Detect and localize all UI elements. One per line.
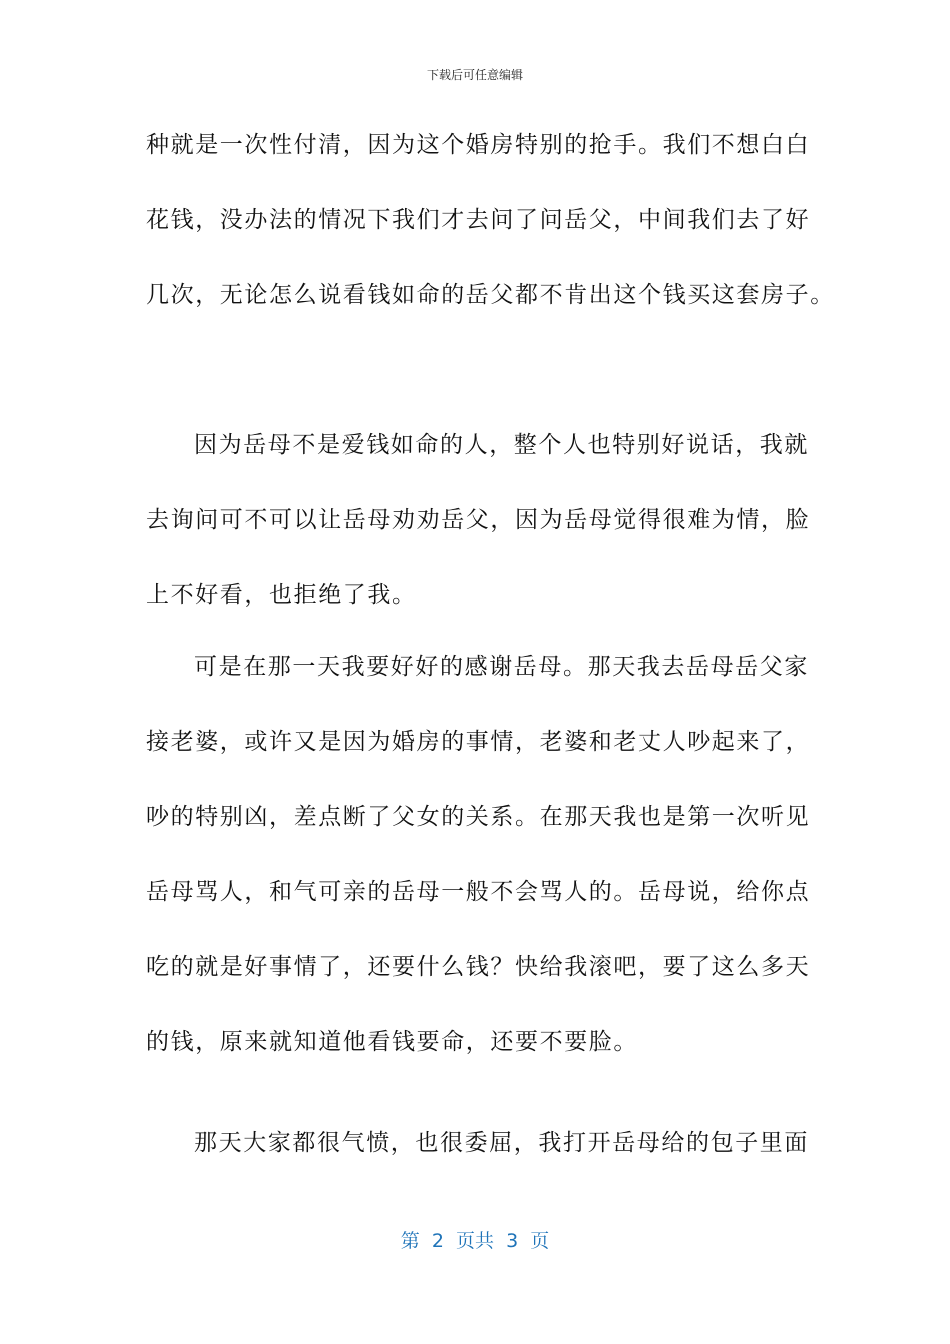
paragraph-first-line: 可是在那一天我要好好的感谢岳母。那天我去岳母岳父家 <box>194 654 809 680</box>
body-text-line: 接老婆，或许又是因为婚房的事情，老婆和老丈人吵起来了， <box>146 729 811 755</box>
body-text-line: 种就是一次性付清，因为这个婚房特别的抢手。我们不想白白 <box>146 132 811 158</box>
body-text-line: 吵的特别凶，差点断了父女的关系。在那天我也是第一次听见 <box>146 804 811 830</box>
page-number-footer: 第 2 页共 3 页 <box>400 1230 550 1252</box>
paragraph-first-line: 因为岳母不是爱钱如命的人，整个人也特别好说话，我就 <box>194 432 809 458</box>
body-text-line: 岳母骂人，和气可亲的岳母一般不会骂人的。岳母说，给你点 <box>146 879 811 905</box>
paragraph-first-line: 那天大家都很气愤，也很委屈，我打开岳母给的包子里面 <box>194 1130 809 1156</box>
body-text-line: 去询问可不可以让岳母劝劝岳父，因为岳母觉得很难为情，脸 <box>146 507 811 533</box>
body-text-line: 的钱，原来就知道他看钱要命，还要不要脸。 <box>146 1029 638 1055</box>
page-header: 下载后可任意编辑 <box>426 68 523 82</box>
body-text-line: 上不好看，也拒绝了我。 <box>146 582 417 608</box>
body-text-line: 吃的就是好事情了，还要什么钱？快给我滚吧，要了这么多天 <box>146 954 811 980</box>
body-text-line: 花钱，没办法的情况下我们才去问了问岳父，中间我们去了好 <box>146 207 811 233</box>
body-text-line: 几次，无论怎么说看钱如命的岳父都不肯出这个钱买这套房子。 <box>146 282 835 308</box>
